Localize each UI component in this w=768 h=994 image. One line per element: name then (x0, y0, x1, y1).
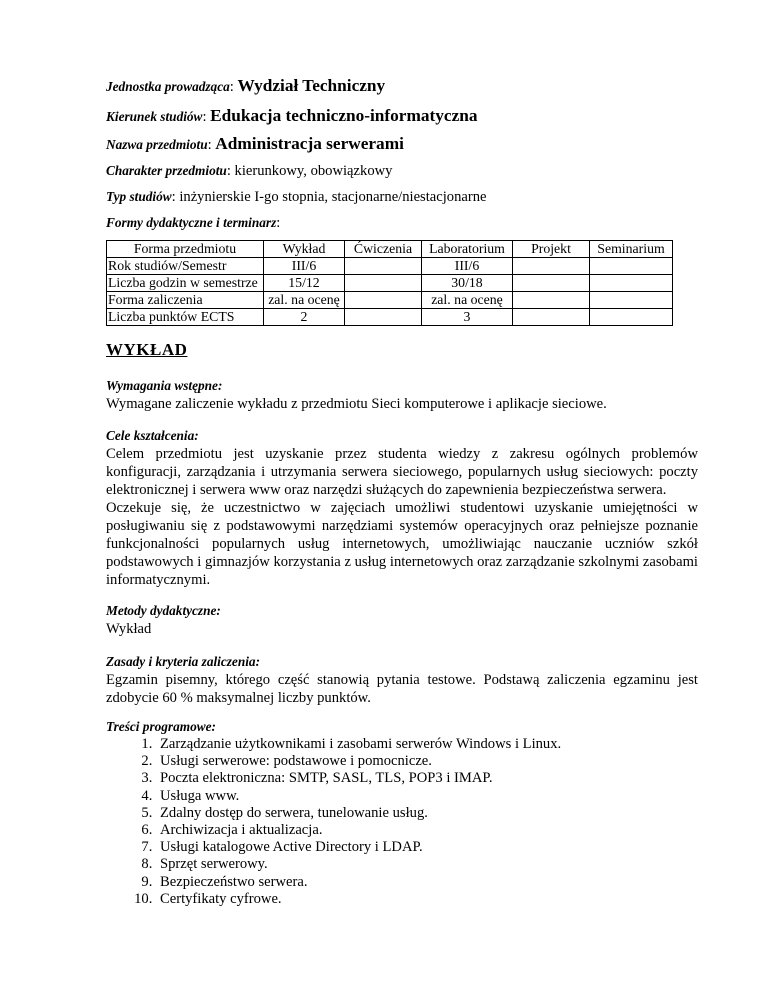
meta-unit-label: Jednostka prowadząca (106, 79, 230, 94)
meta-type: Typ studiów: inżynierskie I-go stopnia, stacjonarne/niestacjonarne (106, 189, 487, 205)
table-cell: Rok studiów/Semestr (107, 258, 264, 275)
table-cell: Liczba godzin w semestrze (107, 275, 264, 292)
prereq-text: Wymagane zaliczenie wykładu z przedmiotu Sieci komputerowe i aplikacje sieciowe. (106, 396, 607, 412)
table-header-row (107, 241, 673, 258)
meta-forms-label: Formy dydaktyczne i terminarz (106, 215, 277, 230)
meta-course: Nazwa przedmiotu: Administracja serwerami (106, 134, 404, 153)
table-cell (590, 258, 673, 275)
meta-type-label: Typ studiów (106, 189, 172, 204)
goals-text-2: Oczekuje się, że uczestnictwo w zajęciach umożliwi studentowi uzyskanie umiejętności w posługiwaniu się z podstawowymi narzędziami systemów operacyjnych oraz pełniejsze poznanie funkcjonalności popularnych usług internetowych, umożliwiając nauczanie uczniów szkół podstawowych i gimnazjów korzystania z usług internetowych oraz zarządzanie szkolnymi zasobami informatycznymi. (106, 500, 698, 588)
meta-field: Kierunek studiów: Edukacja techniczno-informatyczna (106, 106, 478, 125)
table-cell: 15/12 (264, 275, 345, 292)
section-heading-lecture: WYKŁAD (106, 340, 188, 359)
table-header-cell: Wykład (264, 241, 345, 258)
table-cell (513, 258, 590, 275)
list-item: 5. Zdalny dostęp do serwera, tunelowanie usług. (156, 805, 698, 822)
goals-label: Cele kształcenia (106, 428, 195, 443)
list-item: 8. Sprzęt serwerowy. (156, 856, 698, 873)
table-cell: 30/18 (422, 275, 513, 292)
methods-section: Metody dydaktyczne: Wykład (106, 602, 698, 638)
prereq-section: Wymagania wstępne: Wymagane zaliczenie wykładu z przedmiotu Sieci komputerowe i aplikacje sieciowe. (106, 377, 698, 413)
table-cell: Forma zaliczenia (107, 292, 264, 309)
table-header-cell: Forma przedmiotu (107, 241, 264, 258)
goals-section: Cele kształcenia: Celem przedmiotu jest uzyskanie przez studenta wiedzy z zakresu ogólnych problemów konfiguracji, zarządzania i utrzymania serwera sieciowego, popularnych usług sieciowych: poczty elektronicznej i serwera www oraz narzędzi służących do zapewnienia bezpieczeństwa serwera. Oczekuje się, że uczestnictwo w zajęciach umożliwi studentowi uzyskanie umiejętności w posługiwaniu się z podstawowymi narzędziami systemów operacyjnych oraz pełniejsze poznanie funkcjonalności popularnych usług internetowych, umożliwiając nauczanie uczniów szkół podstawowych i gimnazjów korzystania z usług internetowych oraz zarządzanie szkolnymi zasobami informatycznymi. (106, 428, 698, 588)
table-cell: III/6 (264, 258, 345, 275)
table-header-cell: Seminarium (590, 241, 673, 258)
meta-course-label: Nazwa przedmiotu (106, 137, 208, 152)
table-cell (345, 275, 422, 292)
table-row (107, 292, 673, 309)
list-item: 1. Zarządzanie użytkownikami i zasobami serwerów Windows i Linux. (156, 736, 698, 753)
program-section: Treści programowe: 1. Zarządzanie użytkownikami i zasobami serwerów Windows i Linux. 2. Usługi serwerowe: podstawowe i pomocnicze. 3. Poczta elektroniczna: SMTP, SASL, TLS, POP3 i IMAP. 4. Usługa www. 5. Zdalny dostęp do serwera, tunelowanie usług. 6. Archiwizacja i aktualizacja. 7. Usługi katalogowe Active Directory i LDAP. 8. Sprzęt serwerowy. 9. Bezpieczeństwo serwera. 10. Certyfikaty cyfrowe. (106, 718, 698, 908)
table-row (107, 309, 673, 326)
list-item: 3. Poczta elektroniczna: SMTP, SASL, TLS, POP3 i IMAP. (156, 770, 698, 787)
criteria-section: Zasady i kryteria zaliczenia: Egzamin pisemny, którego część stanowią pytania testowe. Podstawą zaliczenia egzaminu jest zdobycie 60 % maksymalnej liczby punktów. (106, 654, 698, 706)
table-cell (513, 275, 590, 292)
criteria-text: Egzamin pisemny, którego część stanowią pytania testowe. Podstawą zaliczenia egzaminu jest zdobycie 60 % maksymalnej liczby punktów. (106, 672, 698, 706)
list-item: 7. Usługi katalogowe Active Directory i LDAP. (156, 839, 698, 856)
meta-field-label: Kierunek studiów (106, 109, 203, 124)
table-cell (590, 292, 673, 309)
goals-text-1: Celem przedmiotu jest uzyskanie przez studenta wiedzy z zakresu ogólnych problemów konfiguracji, zarządzania i utrzymania serwera sieciowego, popularnych usług sieciowych: poczty elektronicznej i serwera www oraz narzędzi służących do zapewnienia bezpieczeństwa serwera. (106, 446, 698, 498)
table-cell (590, 309, 673, 326)
table-header-cell: Laboratorium (422, 241, 513, 258)
table-cell: zal. na ocenę (422, 292, 513, 309)
meta-character-label: Charakter przedmiotu (106, 163, 227, 178)
meta-forms: Formy dydaktyczne i terminarz: (106, 215, 281, 231)
list-item: 9. Bezpieczeństwo serwera. (156, 874, 698, 891)
table-cell (345, 258, 422, 275)
table-cell: zal. na ocenę (264, 292, 345, 309)
program-label: Treści programowe (106, 719, 212, 734)
meta-character-value: kierunkowy, obowiązkowy (234, 163, 393, 179)
criteria-label: Zasady i kryteria zaliczenia (106, 654, 256, 669)
meta-unit: Jednostka prowadząca: Wydział Techniczny (106, 76, 386, 95)
table-cell: Liczba punktów ECTS (107, 309, 264, 326)
table-cell: 3 (422, 309, 513, 326)
methods-label: Metody dydaktyczne (106, 603, 217, 618)
forms-table (106, 240, 673, 326)
table-cell: III/6 (422, 258, 513, 275)
table-row (107, 258, 673, 275)
meta-course-value: Administracja serwerami (215, 134, 404, 153)
list-item: 10. Certyfikaty cyfrowe. (156, 891, 698, 908)
table-row (107, 275, 673, 292)
list-item: 4. Usługa www. (156, 788, 698, 805)
meta-field-value: Edukacja techniczno-informatyczna (210, 106, 478, 125)
table-cell (345, 309, 422, 326)
table-header-cell: Ćwiczenia (345, 241, 422, 258)
list-item: 6. Archiwizacja i aktualizacja. (156, 822, 698, 839)
meta-unit-value: Wydział Techniczny (237, 76, 386, 95)
methods-text: Wykład (106, 621, 152, 637)
meta-type-value: inżynierskie I-go stopnia, stacjonarne/niestacjonarne (179, 189, 487, 205)
table-cell (345, 292, 422, 309)
table-header-cell: Projekt (513, 241, 590, 258)
table-cell: 2 (264, 309, 345, 326)
table-cell (590, 275, 673, 292)
program-list (106, 736, 698, 908)
meta-character: Charakter przedmiotu: kierunkowy, obowiązkowy (106, 163, 393, 179)
prereq-label: Wymagania wstępne (106, 378, 218, 393)
table-cell (513, 292, 590, 309)
table-cell (513, 309, 590, 326)
list-item: 2. Usługi serwerowe: podstawowe i pomocnicze. (156, 753, 698, 770)
